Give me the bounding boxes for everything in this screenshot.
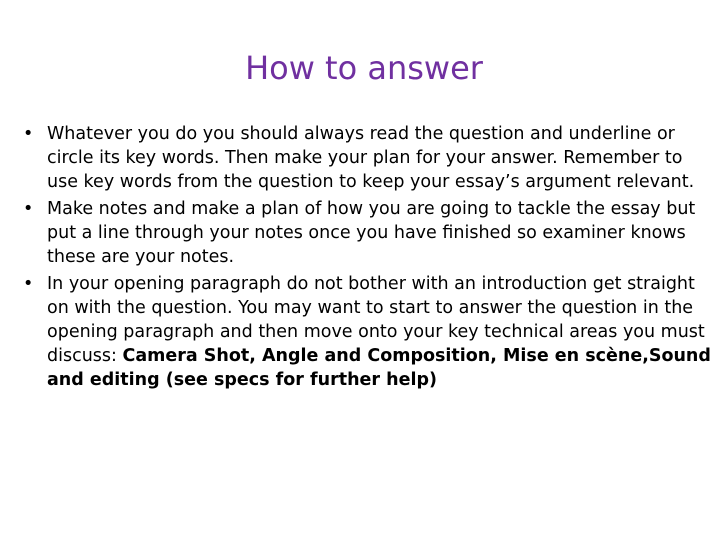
- bullet-text: In your opening paragraph do not bother with an introduction get straight on with the question. You may want to start to answer the question in the opening paragraph and then move onto your key technical areas you must discuss:: [47, 274, 705, 366]
- slide-title: How to answer: [245, 49, 483, 87]
- bullet-text: Whatever you do you should always read the question and underline or circle its key words. Then make your plan for your answer. Remember to use key words from the question to keep your essay’s argument relevant.: [47, 124, 695, 192]
- bullet-marker: •: [23, 199, 34, 219]
- bullet-emphasis-text: Camera Shot, Angle and Composition, Mise en scène,Sound and editing (see specs for further help): [47, 346, 711, 390]
- bullet-item: [22, 122, 712, 194]
- bullet-item: [22, 272, 712, 392]
- bullet-item: [22, 197, 712, 269]
- bullet-list: [22, 122, 712, 395]
- bullet-marker: •: [23, 124, 34, 144]
- bullet-text: Make notes and make a plan of how you are going to tackle the essay but put a line through your notes once you have finished so examiner knows these are your notes.: [47, 199, 696, 267]
- bullet-marker: •: [23, 274, 34, 294]
